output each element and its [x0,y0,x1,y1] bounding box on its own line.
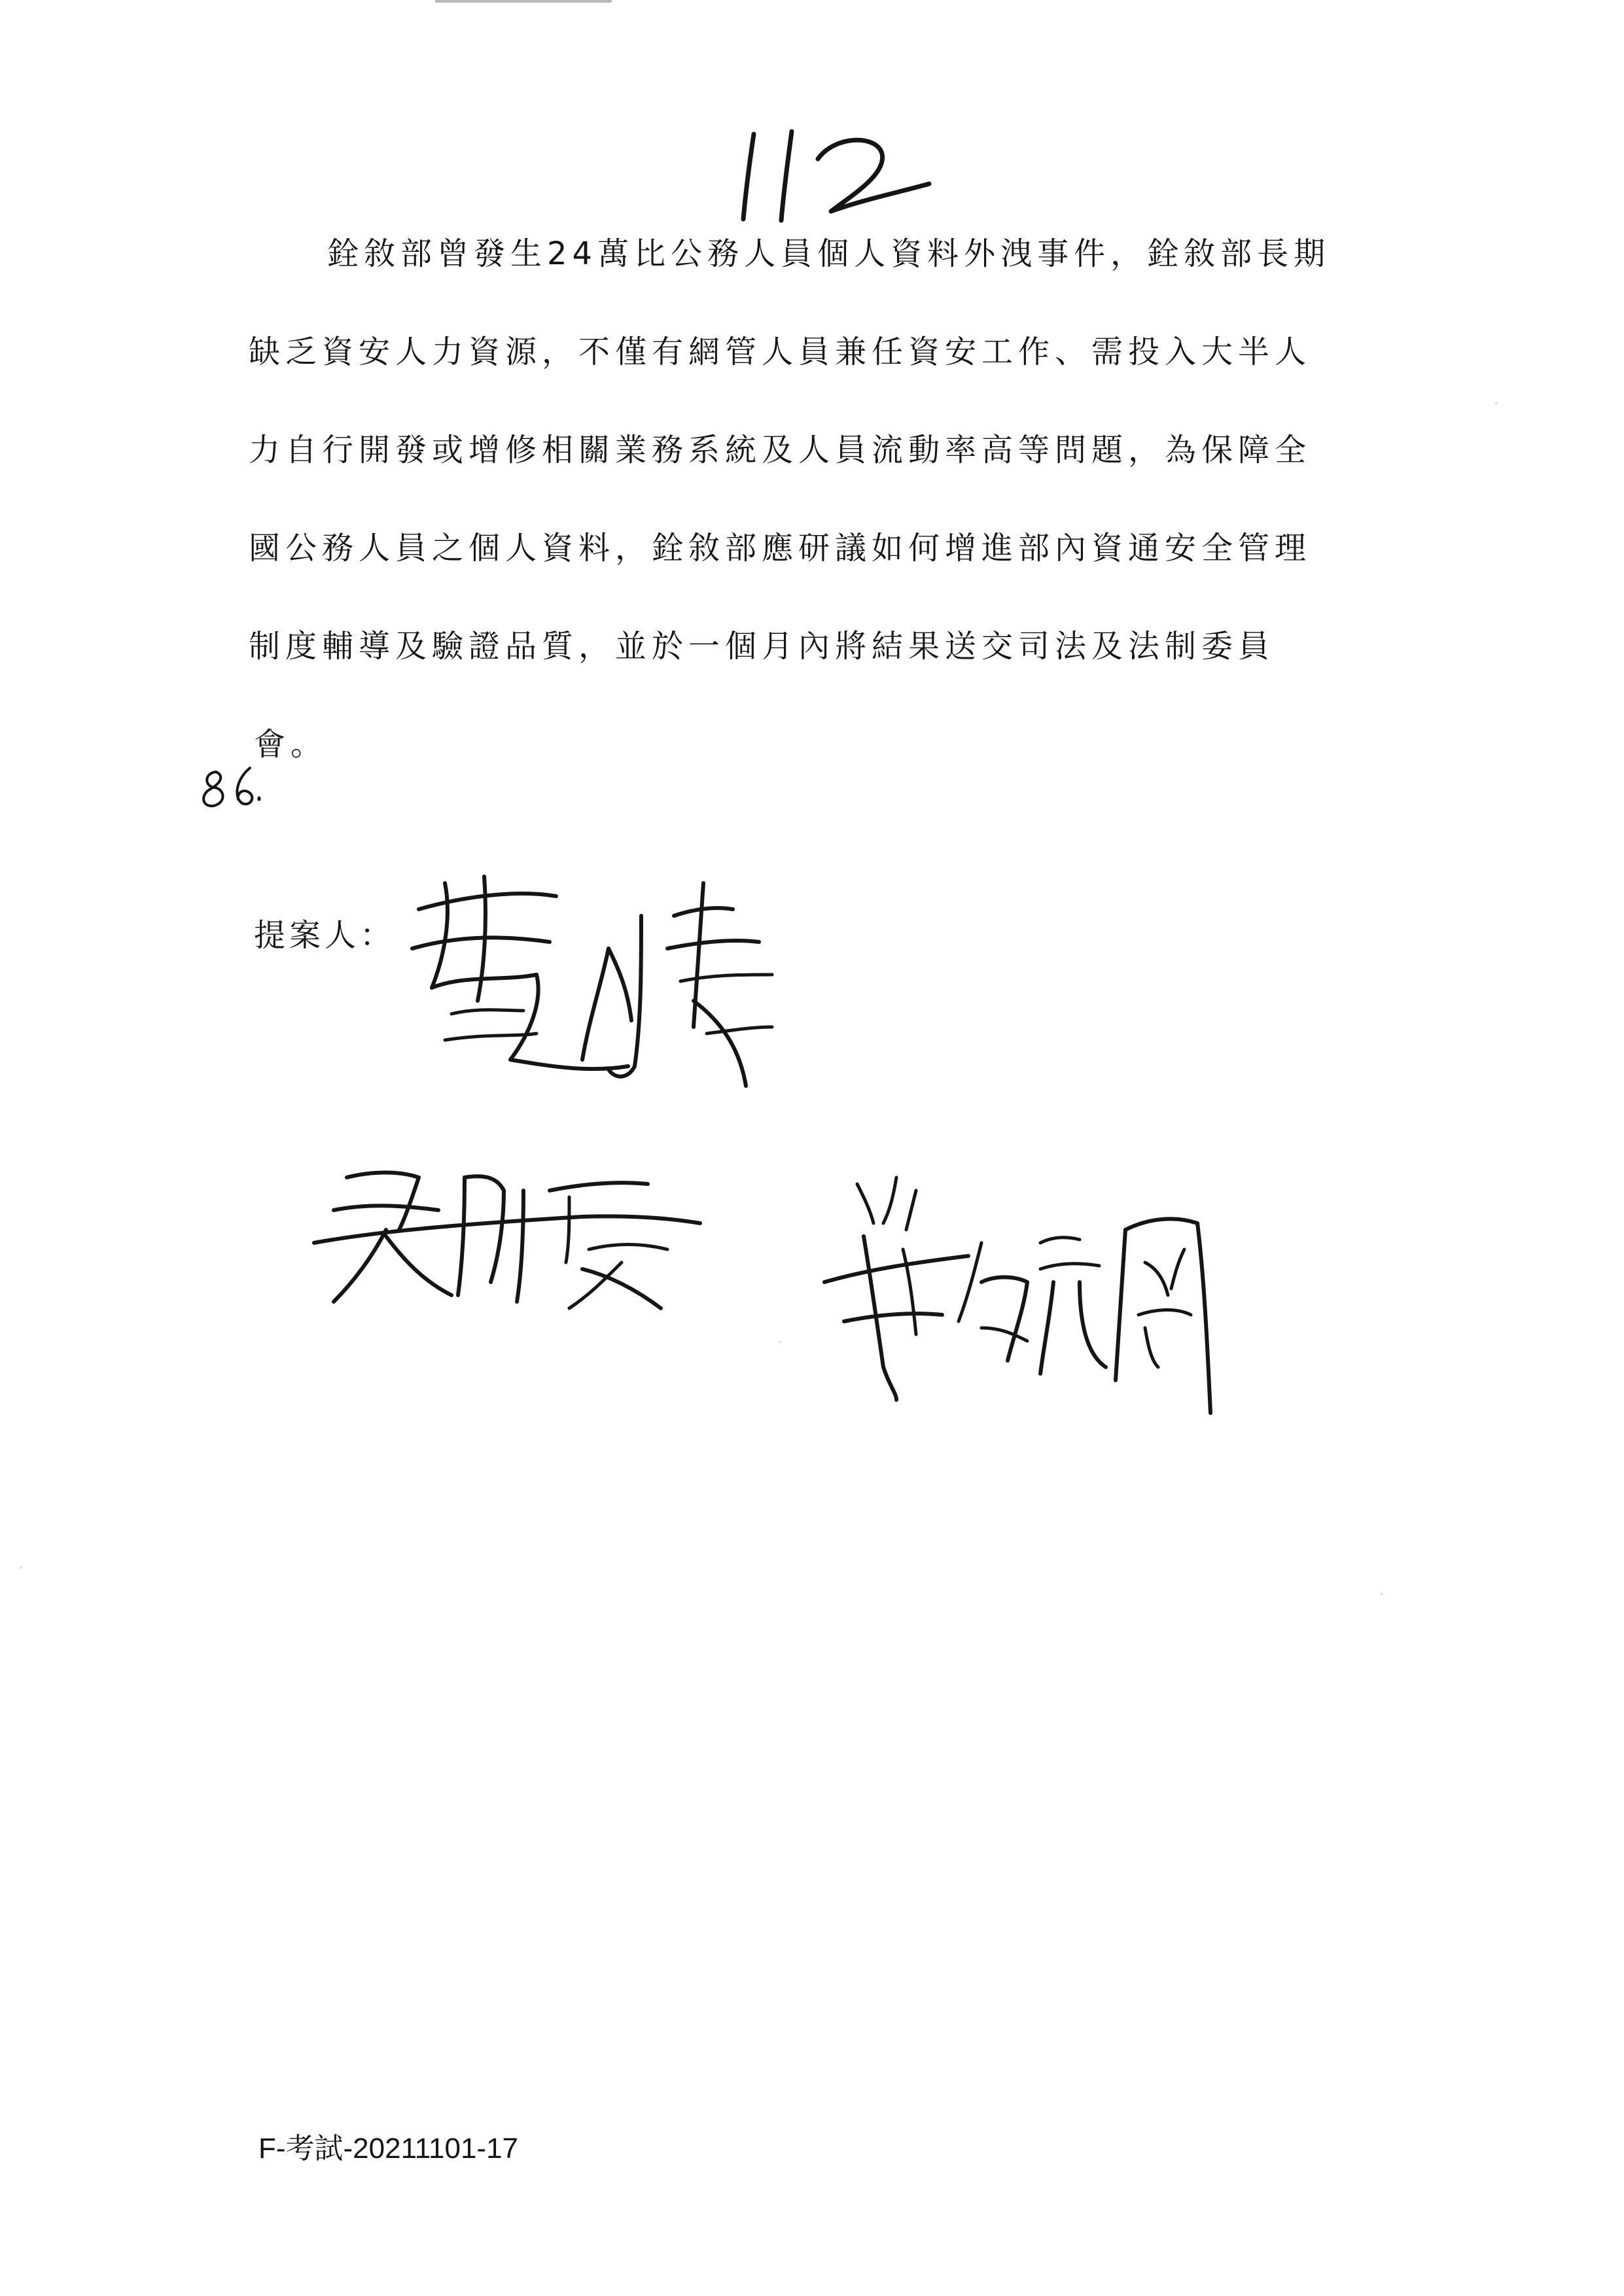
proposer-label: 提案人： [254,917,396,954]
body-line-2: 缺乏資安人力資源，不僅有網管人員兼任資安工作、需投入大半人 [249,334,1312,370]
proposer-signature-3 [818,1171,1224,1419]
scan-speck [1495,402,1497,404]
margin-note [196,759,268,818]
scan-edge-rule [435,0,612,3]
proposer-signature-1 [406,870,824,1105]
document-code: F-考試-20211101-17 [258,2132,519,2165]
body-line-6: 會。 [254,726,328,763]
body-line-3: 力自行開發或增修相關業務系統及人員流動率高等問題，為保障全 [249,432,1312,468]
body-line-5: 制度輔導及驗證品質，並於一個月內將結果送交司法及法制委員 [249,628,1275,665]
body-line-1: 銓敘部曾發生24萬比公務人員個人資料外洩事件，銓敘部長期 [327,235,1331,272]
scan-speck [779,1341,781,1343]
scan-speck [20,1567,22,1569]
proposer-signature-2 [308,1151,713,1321]
body-line-4: 國公務人員之個人資料，銓敘部應研議如何增進部內資通安全管理 [249,530,1312,566]
handwritten-number [720,128,942,226]
scan-speck [1381,1593,1383,1595]
